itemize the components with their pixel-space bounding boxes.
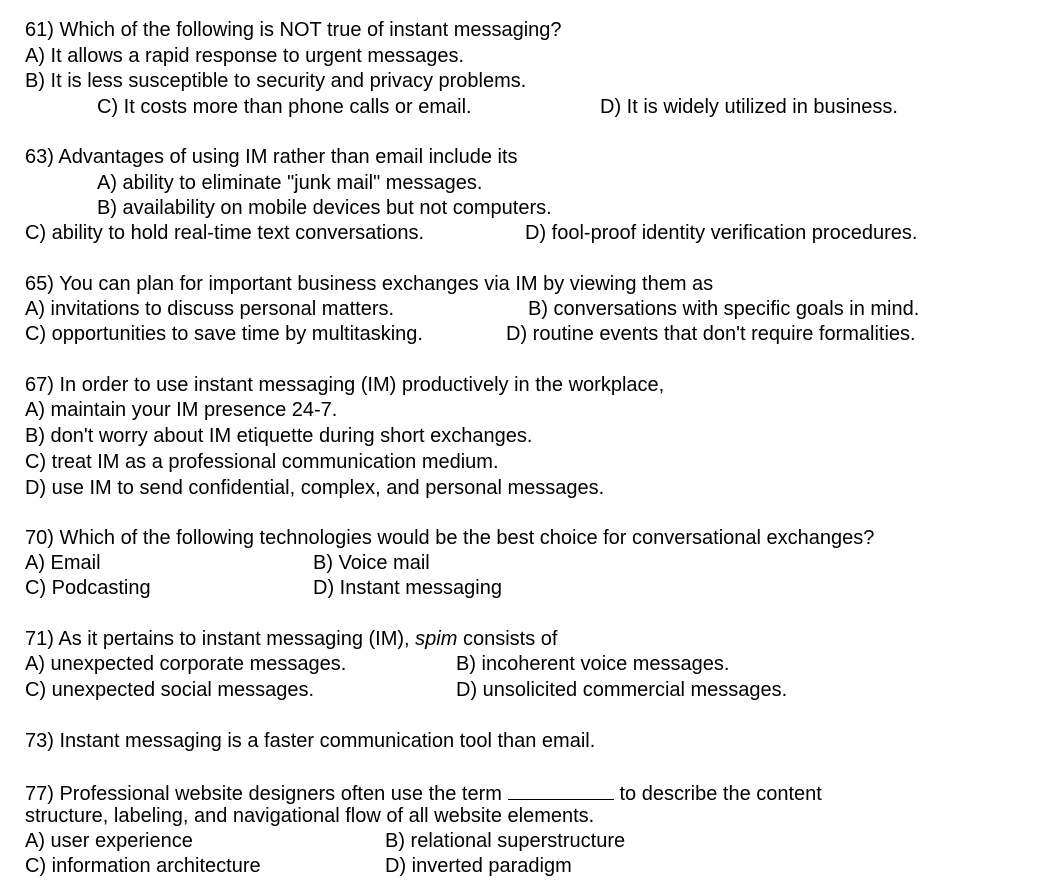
q71-option-c: C) unexpected social messages. xyxy=(25,679,315,701)
q67-option-b: B) don't worry about IM etiquette during short exchanges. xyxy=(25,425,533,447)
q77-option-d: D) inverted paradigm xyxy=(385,855,572,877)
q61-option-d: D) It is widely utilized in business. xyxy=(600,96,898,118)
q63-option-a: A) ability to eliminate "junk mail" messages. xyxy=(97,172,483,194)
q65-option-d: D) routine events that don't require formalities. xyxy=(506,323,916,345)
q71-option-b: B) incoherent voice messages. xyxy=(456,653,730,675)
q70-option-d: D) Instant messaging xyxy=(313,577,502,599)
q77-option-c: C) information architecture xyxy=(25,855,261,877)
q77-answer-blank xyxy=(508,779,614,800)
q71-stem xyxy=(25,627,557,651)
q77-stem xyxy=(25,779,822,806)
q67-stem: 67) In order to use instant messaging (IM) productively in the workplace, xyxy=(25,374,665,396)
q70-option-b: B) Voice mail xyxy=(313,552,430,574)
q65-option-b: B) conversations with specific goals in mind. xyxy=(528,298,920,320)
q70-option-c: C) Podcasting xyxy=(25,577,151,599)
q63-option-d: D) fool-proof identity verification procedures. xyxy=(525,222,918,244)
q61-stem: 61) Which of the following is NOT true of instant messaging? xyxy=(25,19,562,41)
q65-stem: 65) You can plan for important business exchanges via IM by viewing them as xyxy=(25,273,714,295)
q61-option-b: B) It is less susceptible to security and privacy problems. xyxy=(25,70,527,92)
q77-stem-line2: structure, labeling, and navigational flow of all website elements. xyxy=(25,805,595,827)
q77-option-a: A) user experience xyxy=(25,830,193,852)
q61-option-a: A) It allows a rapid response to urgent messages. xyxy=(25,45,465,67)
q77-stem-end: to describe the content xyxy=(619,783,822,805)
q77-option-b: B) relational superstructure xyxy=(385,830,626,852)
q71-stem-end: consists of xyxy=(457,628,558,650)
q63-stem: 63) Advantages of using IM rather than email include its xyxy=(25,146,518,168)
q71-stem-start: 71) As it pertains to instant messaging (IM), xyxy=(25,628,416,650)
q67-option-d: D) use IM to send confidential, complex, and personal messages. xyxy=(25,477,605,499)
q70-stem: 70) Which of the following technologies would be the best choice for conversational exchanges? xyxy=(25,527,875,549)
q71-option-d: D) unsolicited commercial messages. xyxy=(456,679,788,701)
q61-option-c: C) It costs more than phone calls or email. xyxy=(97,96,472,118)
q71-spim-term: spim xyxy=(415,628,458,650)
q63-option-b: B) availability on mobile devices but not computers. xyxy=(97,197,552,219)
q65-option-a: A) invitations to discuss personal matters. xyxy=(25,298,395,320)
q71-option-a: A) unexpected corporate messages. xyxy=(25,653,347,675)
q70-option-a: A) Email xyxy=(25,552,101,574)
q73-stem: 73) Instant messaging is a faster communication tool than email. xyxy=(25,730,596,752)
q63-option-c: C) ability to hold real-time text conversations. xyxy=(25,222,425,244)
q65-option-c: C) opportunities to save time by multitasking. xyxy=(25,323,423,345)
q77-stem-start: 77) Professional website designers often use the term xyxy=(25,783,502,805)
q67-option-c: C) treat IM as a professional communication medium. xyxy=(25,451,499,473)
q67-option-a: A) maintain your IM presence 24-7. xyxy=(25,399,338,421)
